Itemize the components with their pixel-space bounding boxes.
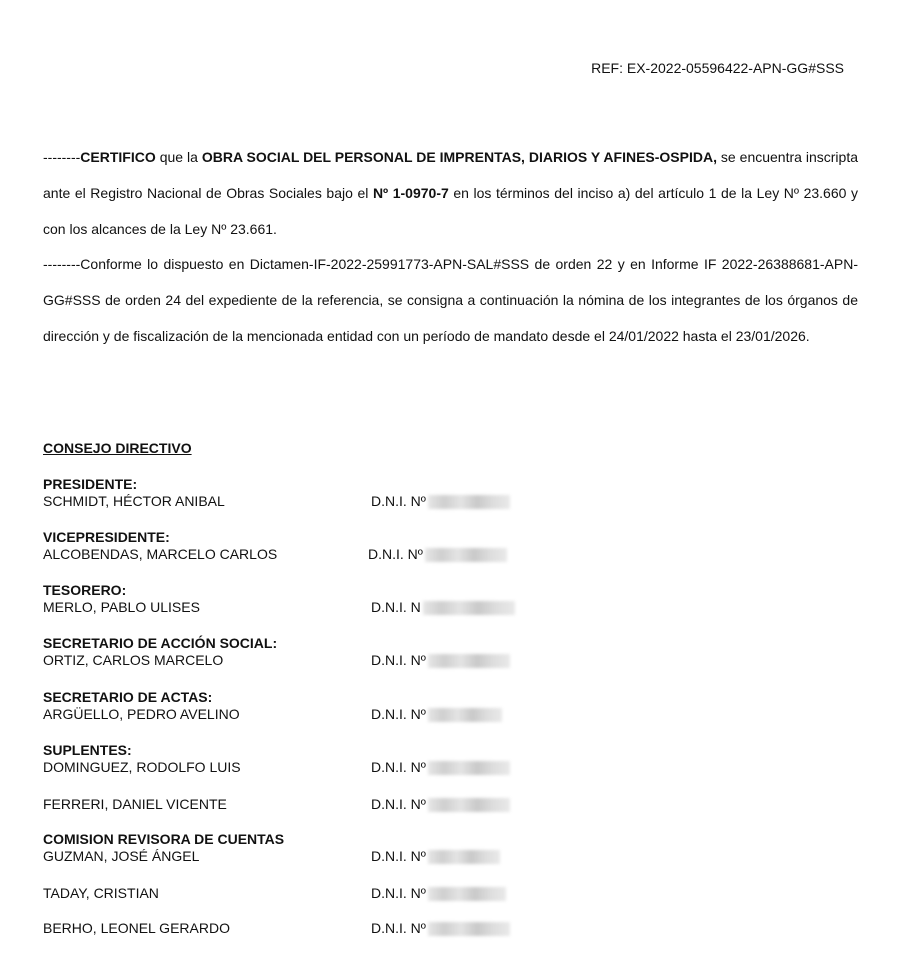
member-name: TADAY, CRISTIAN xyxy=(43,885,159,901)
member-entry xyxy=(43,885,843,902)
redacted-dni xyxy=(423,601,515,615)
section-title: CONSEJO DIRECTIVO xyxy=(43,440,192,456)
member-entry xyxy=(43,689,843,723)
dni-label: D.N.I. Nº xyxy=(371,759,426,775)
redacted-dni xyxy=(428,708,502,722)
member-role: COMISION REVISORA DE CUENTAS xyxy=(43,831,285,847)
resolution-paragraph: --------Conforme lo dispuesto en Dictamen-IF-2022-25991773-APN-SAL#SSS de orden 22 y en Informe IF 2022-26388681-APN-GG#SSS de orden 24 del expediente de la referencia, se consigna a continuación la nómina de los integrantes de los órganos de dirección y de fiscalización de la mencionada entidad con un período de mandato desde el 24/01/2022 hasta el 23/01/2026. xyxy=(43,256,858,344)
registry-number: Nº 1-0970-7 xyxy=(372,184,449,201)
redacted-dni xyxy=(428,654,510,668)
member-role: SECRETARIO DE ACCIÓN SOCIAL: xyxy=(43,635,278,651)
member-role: VICEPRESIDENTE: xyxy=(43,529,170,545)
certification-paragraph xyxy=(43,140,858,247)
member-role: SUPLENTES: xyxy=(43,742,132,758)
member-name: SCHMIDT, HÉCTOR ANIBAL xyxy=(43,493,225,509)
member-role: PRESIDENTE: xyxy=(43,476,138,492)
member-name: ARGÜELLO, PEDRO AVELINO xyxy=(43,706,240,722)
para-text-3: en los términos del inciso a) del artículo 1 de la Ley Nº 23.660 y con los alcances de la Ley Nº 23.661. xyxy=(43,184,858,237)
member-entry xyxy=(43,635,843,669)
member-entry xyxy=(43,831,843,865)
dni-label: D.N.I. N xyxy=(371,599,421,615)
member-entry xyxy=(43,742,843,776)
dni-label: D.N.I. Nº xyxy=(371,885,426,901)
member-name: DOMINGUEZ, RODOLFO LUIS xyxy=(43,759,241,775)
dni-label: D.N.I. Nº xyxy=(371,848,426,864)
dni-label: D.N.I. Nº xyxy=(371,652,426,668)
member-role: SECRETARIO DE ACTAS: xyxy=(43,689,213,705)
dashes: -------- xyxy=(43,149,81,165)
dni-label: D.N.I. Nº xyxy=(368,546,423,562)
member-entry xyxy=(43,476,843,510)
redacted-dni xyxy=(425,548,507,562)
member-name: BERHO, LEONEL GERARDO xyxy=(43,920,230,936)
member-entry xyxy=(43,920,843,937)
reference-number: REF: EX-2022-05596422-APN-GG#SSS xyxy=(591,60,844,76)
member-entry xyxy=(43,582,843,616)
entity-name: OBRA SOCIAL DEL PERSONAL DE IMPRENTAS, DIARIOS Y AFINES-OSPIDA, xyxy=(201,149,717,165)
para-text-1: que la xyxy=(155,149,202,165)
redacted-dni xyxy=(428,495,510,509)
member-name: FERRERI, DANIEL VICENTE xyxy=(43,796,227,812)
redacted-dni xyxy=(428,887,506,901)
member-role: TESORERO: xyxy=(43,582,127,598)
dni-label: D.N.I. Nº xyxy=(371,796,426,812)
para-text-2: se encuentra inscripta ante el Registro Nacional de Obras Sociales bajo el xyxy=(43,149,858,201)
member-entry xyxy=(43,796,843,813)
dni-label: D.N.I. Nº xyxy=(371,920,426,936)
member-name: MERLO, PABLO ULISES xyxy=(43,599,200,615)
redacted-dni xyxy=(428,922,510,936)
member-name: GUZMAN, JOSÉ ÁNGEL xyxy=(43,848,200,864)
redacted-dni xyxy=(428,761,510,775)
dni-label: D.N.I. Nº xyxy=(371,493,426,509)
dni-label: D.N.I. Nº xyxy=(371,706,426,722)
member-entry xyxy=(43,529,843,563)
member-name: ALCOBENDAS, MARCELO CARLOS xyxy=(43,546,278,562)
certifico-text: CERTIFICO xyxy=(80,149,156,165)
member-name: ORTIZ, CARLOS MARCELO xyxy=(43,652,224,668)
redacted-dni xyxy=(428,850,500,864)
redacted-dni xyxy=(428,798,510,812)
